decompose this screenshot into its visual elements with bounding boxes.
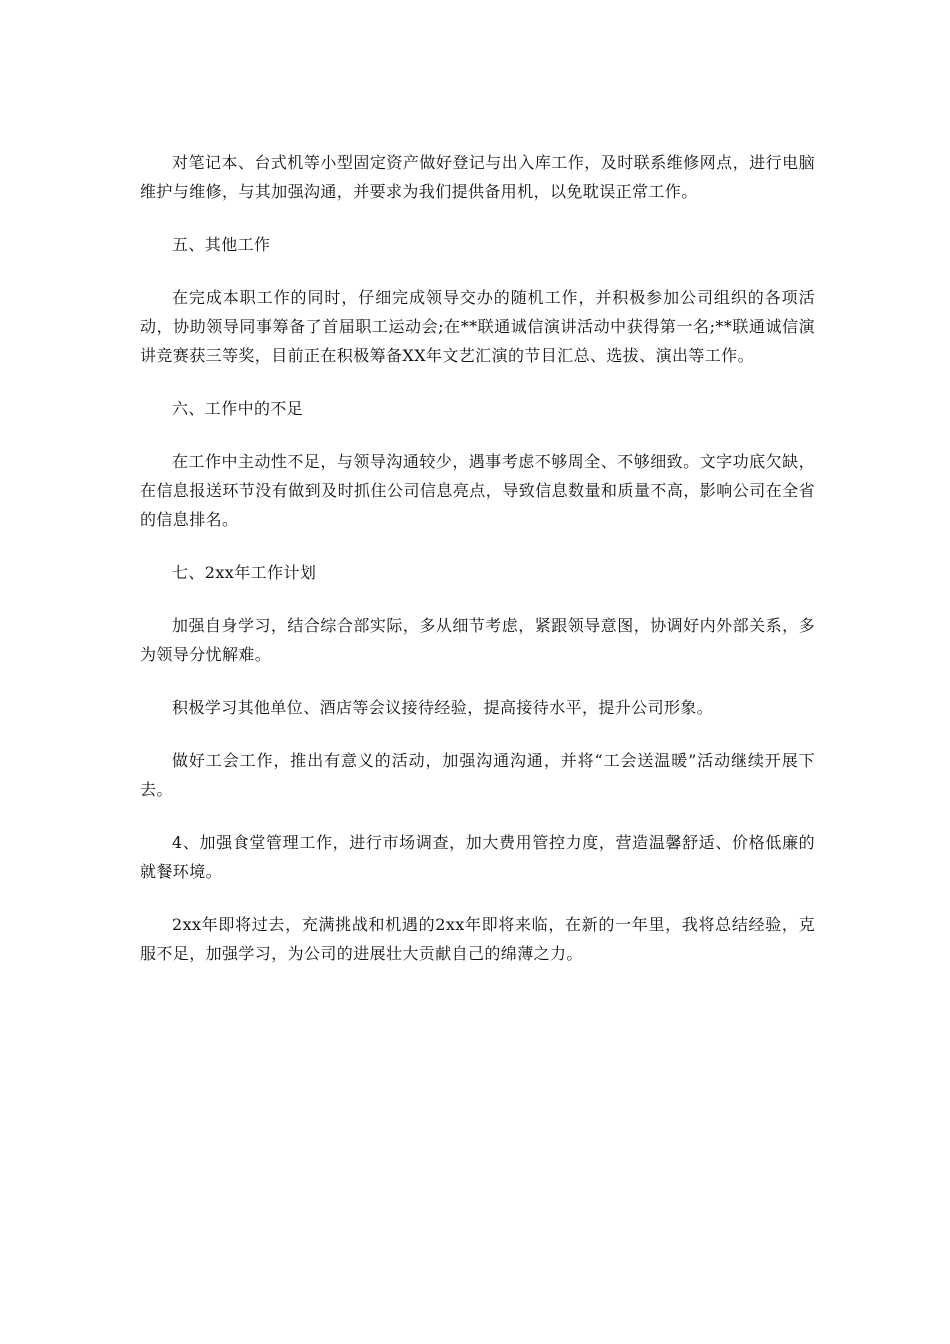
paragraph-shortcomings: 在工作中主动性不足，与领导沟通较少，遇事考虑不够周全、不够细致。文字功底欠缺，在信息报送环节没有做到及时抓住公司信息亮点，导致信息数量和质量不高，影响公司在全省的信息排名。 <box>140 452 815 529</box>
paragraph-plan-study: 加强自身学习，结合综合部实际，多从细节考虑，紧跟领导意图，协调好内外部关系，多为领导分忧解难。 <box>140 616 815 664</box>
section-heading-work-plan: 七、2xx年工作计划 <box>172 563 317 582</box>
paragraph-other-work: 在完成本职工作的同时，仔细完成领导交办的随机工作，并积极参加公司组织的各项活动，协助领导同事筹备了首届职工运动会;在**联通诚信演讲活动中获得第一名;**联通诚信演讲竞赛获三等奖，目前正在积极筹备XX年文艺汇演的节目汇总、选拔、演出等工作。 <box>140 288 815 365</box>
paragraph-fixed-assets: 对笔记本、台式机等小型固定资产做好登记与出入库工作，及时联系维修网点，进行电脑维护与维修，与其加强沟通，并要求为我们提供备用机，以免耽误正常工作。 <box>140 153 815 201</box>
paragraph-conclusion: 2xx年即将过去，充满挑战和机遇的2xx年即将来临，在新的一年里，我将总结经验，克服不足，加强学习，为公司的进展壮大贡献自己的绵薄之力。 <box>140 915 815 963</box>
paragraph-plan-reception: 积极学习其他单位、酒店等会议接待经验，提高接待水平，提升公司形象。 <box>172 698 714 717</box>
section-heading-shortcomings: 六、工作中的不足 <box>172 399 304 418</box>
paragraph-plan-union: 做好工会工作，推出有意义的活动，加强沟通沟通，并将“工会送温暖”活动继续开展下去。 <box>140 751 815 799</box>
document-body <box>140 148 815 992</box>
section-heading-other-work: 五、其他工作 <box>172 235 271 254</box>
paragraph-plan-canteen: 4、加强食堂管理工作，进行市场调查，加大费用管控力度，营造温馨舒适、价格低廉的就餐环境。 <box>140 833 815 881</box>
